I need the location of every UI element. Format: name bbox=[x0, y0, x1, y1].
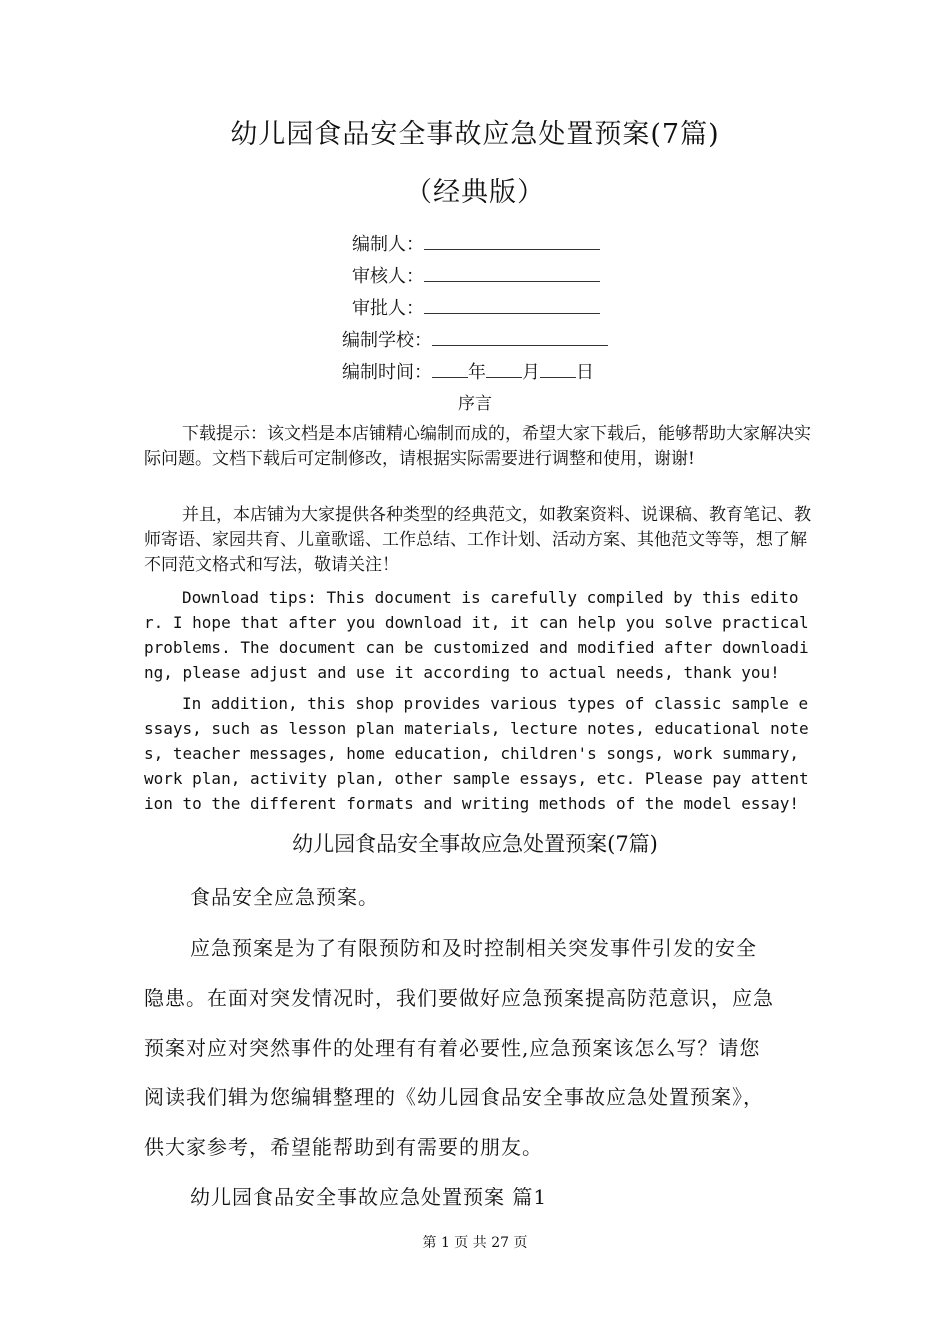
compiler-row bbox=[352, 230, 600, 256]
body-line-2: 隐患。在面对突发情况时，我们要做好应急预案提高防范意识，应急 bbox=[144, 986, 774, 1010]
document-subtitle: （经典版） bbox=[405, 177, 545, 208]
preface-cn-paragraph-2: 并且，本店铺为大家提供各种类型的经典范文，如教案资料、说课稿、教育笔记、教师寄语、家园共育、儿童歌谣、工作总结、工作计划、活动方案、其他范文等等，想了解不同范文格式和写法，敬请关注！ bbox=[144, 505, 811, 575]
approver-label: 审批人： bbox=[352, 298, 424, 319]
month-label: 月 bbox=[522, 362, 540, 383]
compiler-blank bbox=[424, 233, 600, 250]
reviewer-blank bbox=[424, 265, 600, 282]
year-blank bbox=[432, 361, 468, 378]
body-line-5: 供大家参考，希望能帮助到有需要的朋友。 bbox=[144, 1135, 543, 1159]
chapter-heading: 幼儿园食品安全事故应急处置预案 篇1 bbox=[190, 1185, 548, 1209]
document-title: 幼儿园食品安全事故应急处置预案(7篇) bbox=[230, 119, 720, 150]
preface-title: 序言 bbox=[458, 394, 492, 414]
day-label: 日 bbox=[576, 362, 594, 383]
school-row bbox=[342, 326, 608, 352]
body-line-1: 应急预案是为了有限预防和及时控制相关突发事件引发的安全 bbox=[190, 936, 757, 960]
preface-en-paragraph-2: In addition, this shop provides various types of classic sample essays, such as lesson plan materials, lecture notes, educational notes, teacher messages, home education, children's songs, work summary, work plan, activity plan, other sample essays, etc. Please pay attention to the different formats and writing methods of the model essay! bbox=[144, 694, 809, 813]
intro-line: 食品安全应急预案。 bbox=[190, 885, 379, 909]
preface-cn-paragraph-1: 下载提示：该文档是本店铺精心编制而成的，希望大家下载后，能够帮助大家解决实际问题。文档下载后可定制修改，请根据实际需要进行调整和使用，谢谢! bbox=[144, 424, 811, 469]
school-blank bbox=[432, 329, 608, 346]
time-row bbox=[342, 358, 594, 384]
day-blank bbox=[540, 361, 576, 378]
reviewer-row bbox=[352, 262, 600, 288]
preface-en-paragraph-1: Download tips: This document is carefully compiled by this editor. I hope that after you download it, it can help you solve practical problems. The document can be customized and modified after downloading, please adjust and use it according to actual needs, thank you! bbox=[144, 588, 809, 682]
year-label: 年 bbox=[468, 362, 486, 383]
body-line-3: 预案对应对突然事件的处理有有着必要性,应急预案该怎么写？请您 bbox=[144, 1036, 761, 1060]
reviewer-label: 审核人： bbox=[352, 266, 424, 287]
approver-row bbox=[352, 294, 600, 320]
body-line-4: 阅读我们辑为您编辑整理的《幼儿园食品安全事故应急处置预案》， bbox=[144, 1085, 764, 1109]
month-blank bbox=[486, 361, 522, 378]
page-footer: 第 1 页 共 27 页 bbox=[422, 1235, 528, 1251]
approver-blank bbox=[424, 297, 600, 314]
compiler-label: 编制人： bbox=[352, 234, 424, 255]
school-label: 编制学校： bbox=[342, 330, 432, 351]
time-label: 编制时间： bbox=[342, 362, 432, 383]
section-title: 幼儿园食品安全事故应急处置预案(7篇) bbox=[292, 832, 658, 856]
